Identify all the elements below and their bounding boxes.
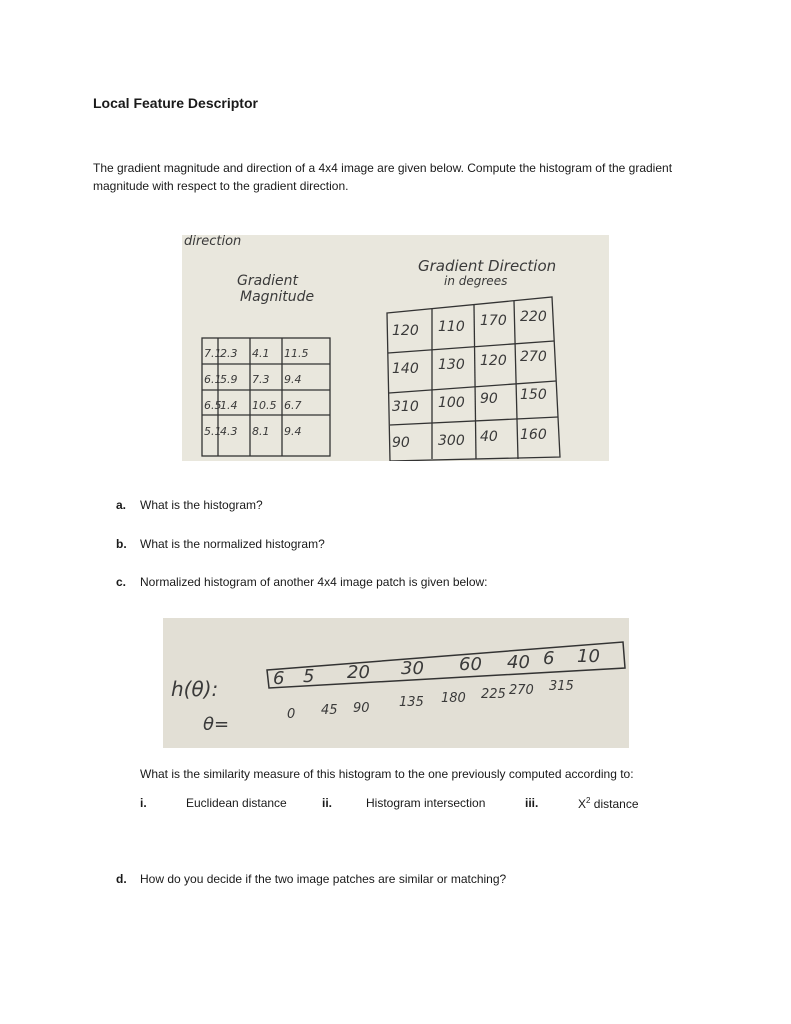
page-title: Local Feature Descriptor [93,95,258,111]
direction-cell: 120 [480,353,507,369]
magnitude-title-2: Magnitude [240,289,315,305]
option-3-superscript: 2 [586,796,591,805]
photo-corner-text: direction [184,235,242,249]
magnitude-cell: 9.4 [284,373,302,386]
question-d-text: How do you decide if the two image patches are similar or matching? [140,872,507,886]
magnitude-cell: 7.3 [252,373,270,386]
magnitude-cell: 10.5 [252,399,277,412]
direction-cell: 170 [480,313,507,329]
magnitude-cell: 9.4 [284,425,302,438]
magnitude-cell: 6.5 [204,399,222,412]
histogram-value: 40 [507,652,530,673]
histogram-angle: 180 [441,691,466,706]
magnitude-cell: 6.1 [204,373,222,386]
magnitude-cell: 1.4 [220,399,238,412]
magnitude-cell: 5.1 [204,425,222,438]
magnitude-cell: 2.3 [220,347,238,360]
option-3-text-post: distance [590,797,639,811]
option-2-text: Histogram intersection [366,796,486,810]
direction-cell: 100 [438,395,465,411]
magnitude-cell: 8.1 [252,425,270,438]
histogram-angle: 270 [509,683,534,698]
histogram-value: 10 [577,646,600,667]
question-c-label: c. [116,575,127,589]
magnitude-cell: 4.1 [252,347,270,360]
magnitude-cell: 6.7 [284,399,302,412]
option-3 [525,796,538,810]
histogram-value: 60 [459,654,482,675]
intro-paragraph: The gradient magnitude and direction of a 4x4 image are given below. Compute the histogram of the gradient magnitude with respect to the gradient direction. [93,161,673,193]
histogram-value: 5 [303,666,315,687]
histogram-angle: 315 [549,679,574,694]
histogram-value: 6 [543,648,555,669]
histogram-value: 20 [347,662,370,683]
direction-cell: 150 [520,387,547,403]
direction-cell: 140 [392,361,419,377]
question-a-text: What is the histogram? [140,498,263,512]
direction-cell: 310 [392,399,419,415]
histogram-value: 6 [273,668,285,689]
magnitude-title-1: Gradient [237,273,298,289]
magnitude-cell: 7.1 [204,347,222,360]
question-d-label: d. [116,872,127,886]
histogram-angle: 225 [481,687,506,702]
direction-cell: 130 [438,357,465,373]
similarity-prompt: What is the similarity measure of this histogram to the one previously computed according to: [140,767,634,781]
histogram-angle: 90 [353,701,370,716]
direction-title-2: in degrees [444,274,508,288]
magnitude-cell: 4.3 [220,425,238,438]
question-c-text: Normalized histogram of another 4x4 image patch is given below: [140,575,488,589]
option-2 [322,796,332,810]
question-b-text: What is the normalized histogram? [140,537,325,551]
direction-cell: 110 [438,319,465,335]
magnitude-cell: 11.5 [284,347,309,360]
option-3-number: iii. [525,796,539,810]
option-1-text: Euclidean distance [186,796,287,810]
histogram-photo [163,618,629,748]
direction-cell: 220 [520,309,547,325]
option-3-text [578,796,639,811]
option-3-text-pre: X [578,797,587,811]
question-b-label: b. [116,537,127,551]
histogram-value: 30 [401,658,424,679]
question-a-label: a. [116,498,127,512]
theta-label: θ= [203,714,230,735]
direction-cell: 90 [480,391,498,407]
direction-cell: 300 [438,433,465,449]
direction-cell: 160 [520,427,547,443]
magnitude-cell: 5.9 [220,373,238,386]
option-2-number: ii. [322,796,333,810]
h-theta-label: h(θ): [171,677,219,701]
histogram-angle: 45 [321,703,338,718]
direction-cell: 270 [520,349,547,365]
histogram-angle: 0 [287,707,296,722]
direction-cell: 90 [392,435,410,451]
histogram-angle: 135 [399,695,424,710]
option-1 [140,796,147,810]
direction-cell: 120 [392,323,419,339]
option-1-number: i. [140,796,147,810]
direction-cell: 40 [480,429,498,445]
direction-title-1: Gradient Direction [418,257,557,275]
gradient-tables-photo [182,235,609,461]
